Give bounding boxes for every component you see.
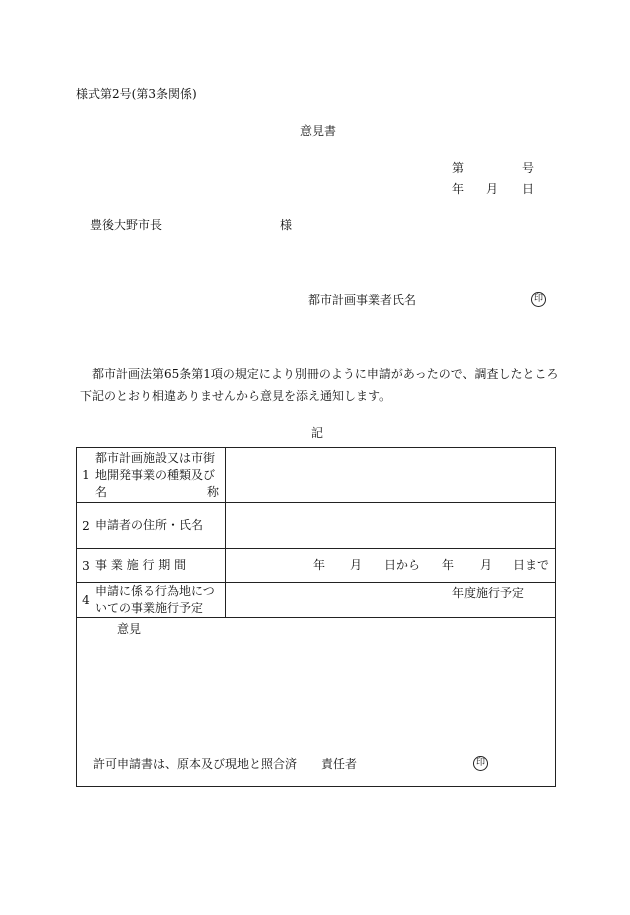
row-label-line [95, 484, 225, 501]
row-label: 申請者の住所・氏名 [95, 503, 226, 549]
remarks-row [77, 618, 556, 787]
row-number: 1 [77, 448, 96, 503]
row-number: 3 [77, 549, 96, 583]
body-paragraph: 都市計画法第65条第1項の規定により別冊のように申請があったので、調査したところ下記のとおり相違ありませんから意見を添え通知します。 [80, 367, 559, 403]
reference-gou: 号 [522, 161, 535, 175]
row-value-cell[interactable] [226, 549, 556, 583]
table-row [77, 583, 556, 618]
verification-text: 許可申請書は、原本及び現地と照合済 [93, 757, 298, 771]
responsible-seal-icon: 印 [473, 756, 488, 771]
application-table [76, 447, 556, 787]
period-end-month: 月 [480, 558, 493, 572]
row-label-line: 都市計画施設又は市街 [95, 450, 216, 465]
row-label-line: 申請に係る行為地につ [95, 584, 215, 598]
addressee-honorific: 様 [280, 218, 293, 232]
row-label [95, 583, 226, 618]
row-value-cell[interactable] [226, 503, 556, 549]
row-value-cell[interactable] [226, 583, 556, 618]
row-label-char: 名 [95, 484, 108, 499]
document-title: 意見書 [300, 124, 337, 138]
date-year-label: 年 [452, 182, 465, 196]
row-value-cell[interactable] [226, 448, 556, 503]
period-start-year: 年 [313, 558, 326, 572]
plan-year-text: 年度施行予定 [452, 586, 525, 600]
row-number: 2 [77, 503, 96, 549]
sender-label: 都市計画事業者氏名 [308, 293, 417, 307]
row-label-line: 地開発事業の種類及び [95, 467, 216, 482]
period-start-month: 月 [350, 558, 363, 572]
date-day-label: 日 [522, 182, 535, 196]
remarks-cell[interactable] [77, 618, 556, 787]
row-label: 事 業 施 行 期 間 [95, 549, 226, 583]
remarks-label: 意見 [117, 622, 142, 636]
form-number: 様式第2号(第3条関係) [76, 87, 197, 101]
period-end-day: 日まで [513, 558, 550, 572]
row-label-line: いての事業施行予定 [95, 601, 204, 615]
period-start-day: 日から [384, 558, 421, 572]
responsible-label: 責任者 [321, 757, 358, 771]
table-row [77, 503, 556, 549]
table-row [77, 448, 556, 503]
sender-seal-icon: 印 [531, 292, 546, 307]
row-label [95, 448, 226, 503]
date-month-label: 月 [486, 182, 499, 196]
reference-dai: 第 [452, 161, 465, 175]
table-row [77, 549, 556, 583]
row-number: 4 [77, 583, 96, 618]
period-end-year: 年 [442, 558, 455, 572]
addressee-name: 豊後大野市長 [90, 218, 163, 232]
ki-label: 記 [311, 426, 324, 440]
row-label-char: 称 [206, 484, 219, 499]
